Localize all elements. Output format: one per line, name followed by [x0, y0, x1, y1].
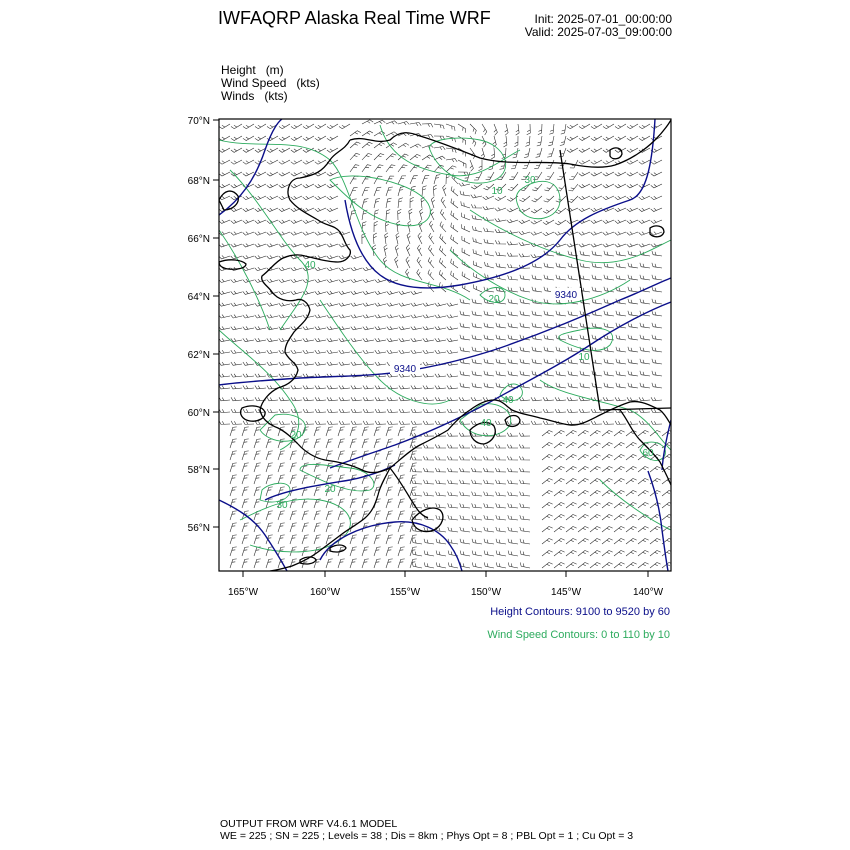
lon-label: 155°W — [389, 587, 421, 598]
speed-contour-label: 40 — [480, 418, 492, 429]
speed-contour-label: 20 — [324, 484, 336, 495]
height-contour-label: 9340 — [393, 364, 417, 375]
model-config: WE = 225 ; SN = 225 ; Levels = 38 ; Dis = 8km ; Phys Opt = 8 ; PBL Opt = 1 ; Cu Opt = 3 — [220, 830, 634, 842]
valid-time: Valid: 2025-07-03_09:00:00 — [524, 25, 672, 39]
speed-contour-label: 10 — [491, 186, 503, 197]
init-time: Init: 2025-07-01_00:00:00 — [534, 12, 672, 26]
height-legend: Height Contours: 9100 to 9520 by 60 — [490, 606, 670, 618]
height-contour-label: 9340 — [554, 290, 578, 301]
lat-label: 68°N — [187, 176, 210, 187]
speed-contour-label: 30 — [524, 175, 536, 186]
lon-label: 145°W — [550, 587, 582, 598]
speed-contour-label: 20 — [290, 430, 302, 441]
field-wind-speed: Wind Speed (kts) — [221, 76, 320, 90]
lat-label: 62°N — [187, 350, 210, 361]
model-line: OUTPUT FROM WRF V4.6.1 MODEL — [220, 818, 398, 830]
speed-contour-label: 10 — [578, 352, 590, 363]
lon-label: 160°W — [309, 587, 341, 598]
field-height: Height (m) — [221, 63, 284, 77]
lat-label: 66°N — [187, 234, 210, 245]
lat-label: 60°N — [187, 408, 210, 419]
speed-contour-label: 20 — [488, 294, 500, 305]
lon-label: 150°W — [470, 587, 502, 598]
lon-label: 140°W — [632, 587, 664, 598]
speed-contour-label: 40 — [502, 395, 514, 406]
lon-label: 165°W — [227, 587, 259, 598]
chart-title: IWFAQRP Alaska Real Time WRF — [218, 8, 491, 28]
model-info — [220, 818, 633, 842]
lat-label: 70°N — [187, 116, 210, 127]
lat-label: 58°N — [187, 465, 210, 476]
speed-contour-label: 30 — [276, 500, 288, 511]
speed-contour-label: 40 — [304, 260, 316, 271]
speed-contour-label: 60 — [642, 448, 654, 459]
lat-label: 64°N — [187, 292, 210, 303]
speed-legend: Wind Speed Contours: 0 to 110 by 10 — [487, 629, 670, 641]
lat-label: 56°N — [187, 523, 210, 534]
field-winds: Winds (kts) — [221, 89, 288, 103]
